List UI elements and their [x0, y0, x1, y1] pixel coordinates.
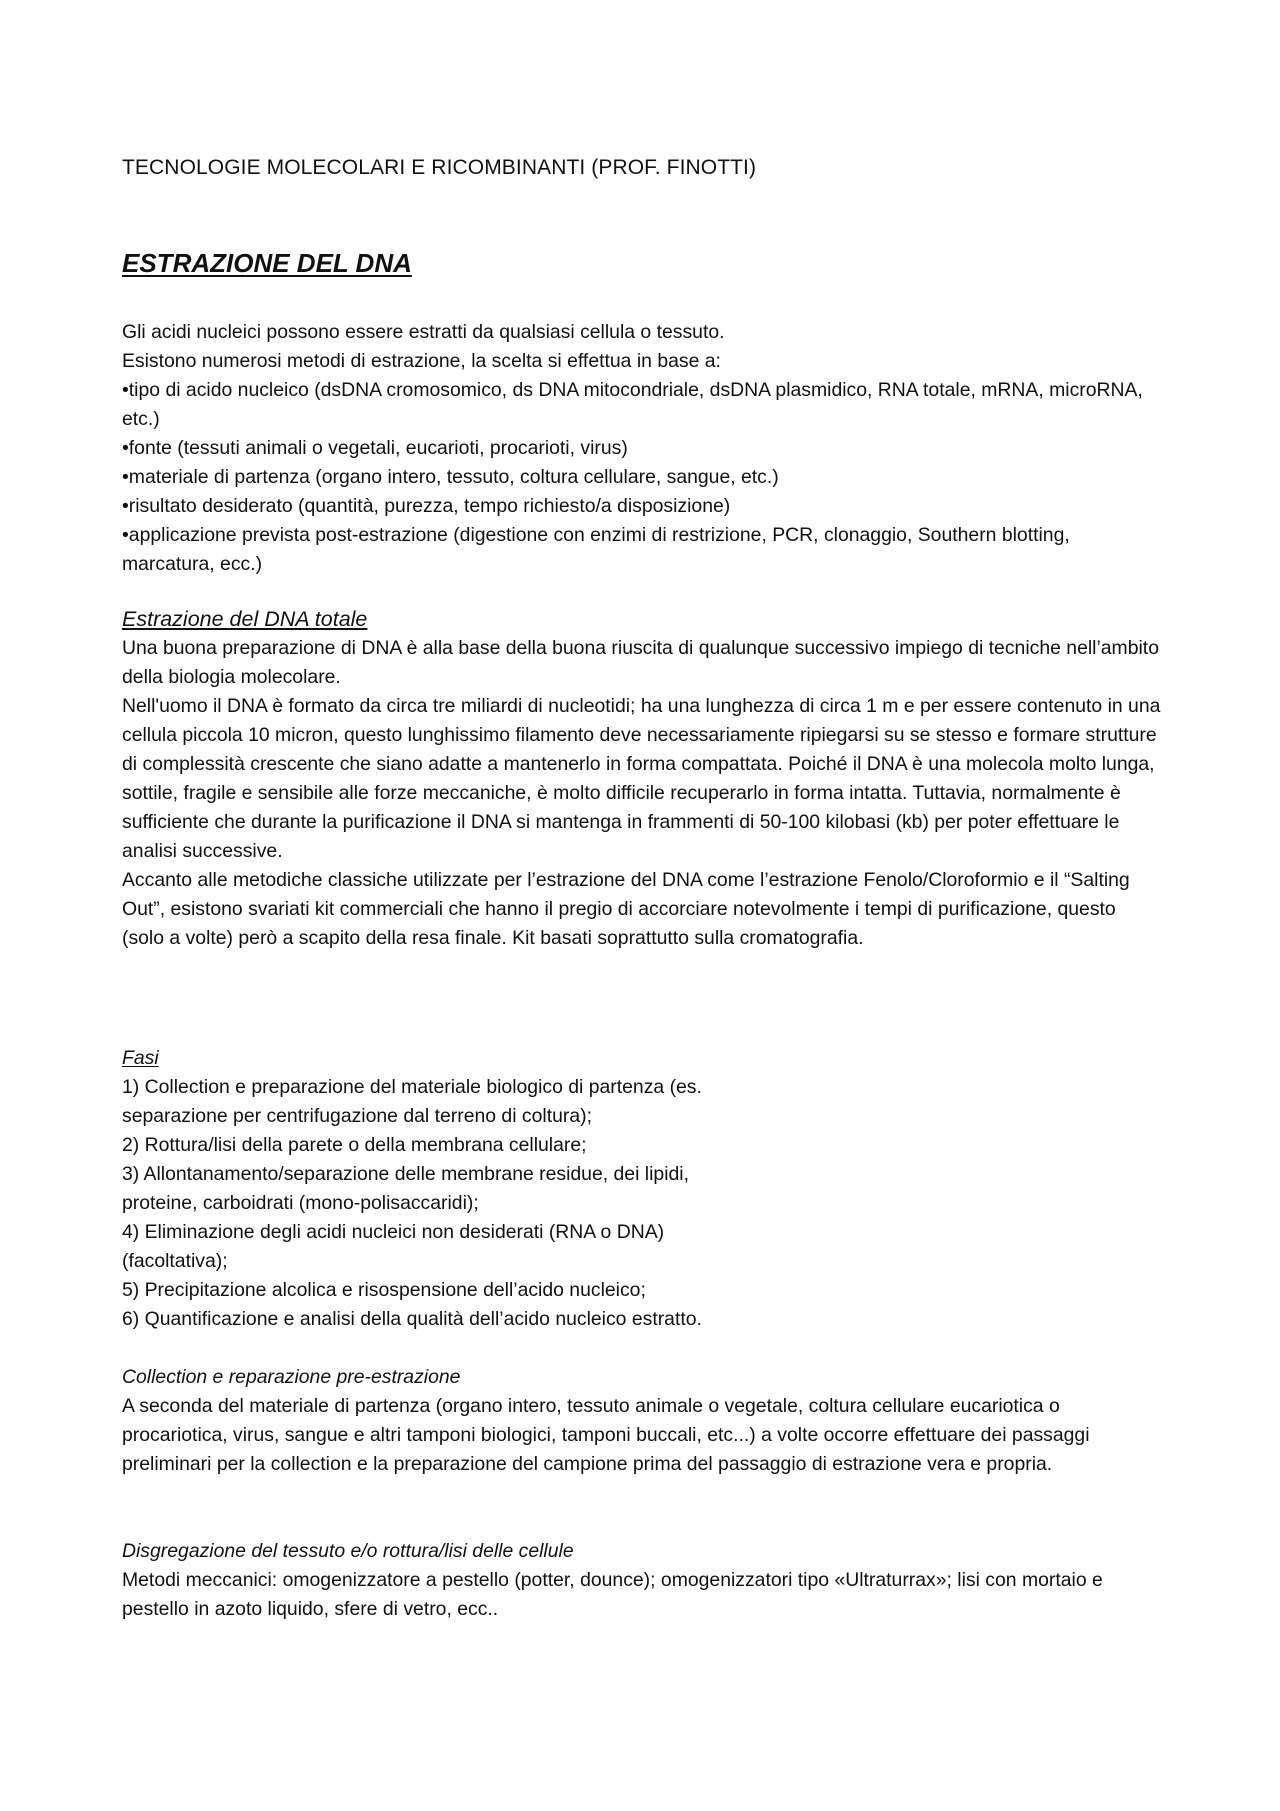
- phase-line: 6) Quantificazione e analisi della qualità dell’acido nucleico estratto.: [122, 1308, 702, 1330]
- intro-line-2: Esistono numerosi metodi di estrazione, la scelta si effettua in base a:: [122, 350, 721, 372]
- paragraph: Accanto alle metodiche classiche utilizzate per l’estrazione del DNA come l’estrazione Fenolo/Cloroformio e il “Salting Out”, esistono svariati kit commerciali che hanno il pregio di accorciare notevolmente i tempi di purificazione, questo (solo a volte) però a scapito della resa finale. Kit basati soprattutto sulla cromatografia.: [122, 869, 1130, 949]
- section-lisi: [122, 1537, 1162, 1624]
- phase-line: (facoltativa);: [122, 1250, 228, 1272]
- section-heading: Disgregazione del tessuto e/o rottura/lisi delle cellule: [122, 1540, 574, 1562]
- paragraph: Metodi meccanici: omogenizzatore a pestello (potter, dounce); omogenizzatori tipo «Ultraturrax»; lisi con mortaio e pestello in azoto liquido, sfere di vetro, ecc..: [122, 1569, 1103, 1620]
- phase-line: separazione per centrifugazione dal terreno di coltura);: [122, 1105, 592, 1127]
- phase-line: 5) Precipitazione alcolica e risospensione dell’acido nucleico;: [122, 1279, 646, 1301]
- bullet-item: •fonte (tessuti animali o vegetali, eucarioti, procarioti, virus): [122, 437, 628, 459]
- paragraph: Una buona preparazione di DNA è alla base della buona riuscita di qualunque successivo impiego di tecniche nell’ambito della biologia molecolare.: [122, 637, 1159, 688]
- section-heading: Estrazione del DNA totale: [122, 607, 368, 631]
- section-heading: Fasi: [122, 1047, 159, 1069]
- bullet-item: •risultato desiderato (quantità, purezza, tempo richiesto/a disposizione): [122, 495, 731, 517]
- intro-line-1: Gli acidi nucleici possono essere estratti da qualsiasi cellula o tessuto.: [122, 321, 725, 343]
- phase-line: proteine, carboidrati (mono-polisaccaridi);: [122, 1192, 479, 1214]
- course-header: TECNOLOGIE MOLECOLARI E RICOMBINANTI (PROF. FINOTTI): [122, 156, 757, 179]
- intro-section: [122, 318, 1162, 579]
- paragraph: A seconda del materiale di partenza (organo intero, tessuto animale o vegetale, coltura cellulare eucariotica o procariotica, virus, sangue e altri tamponi biologici, tamponi buccali, etc...) a volte occorre effettuare dei passaggi preliminari per la collection e la preparazione del campione prima del passaggio di estrazione vera e propria.: [122, 1395, 1090, 1475]
- phase-line: 3) Allontanamento/separazione delle membrane residue, dei lipidi,: [122, 1163, 689, 1185]
- bullet-item: •materiale di partenza (organo intero, tessuto, coltura cellulare, sangue, etc.): [122, 466, 779, 488]
- phase-line: 4) Eliminazione degli acidi nucleici non desiderati (RNA o DNA): [122, 1221, 665, 1243]
- section-fasi: [122, 1044, 1162, 1334]
- bullet-item: •applicazione prevista post-estrazione (digestione con enzimi di restrizione, PCR, clonaggio, Southern blotting, marcatura, ecc.): [122, 524, 1070, 575]
- section-collection: [122, 1363, 1162, 1479]
- section-heading: Collection e reparazione pre-estrazione: [122, 1366, 461, 1388]
- paragraph: Nell'uomo il DNA è formato da circa tre miliardi di nucleotidi; ha una lunghezza di circa 1 m e per essere contenuto in una cellula piccola 10 micron, questo lunghissimo filamento deve necessariamente ripiegarsi su se stesso e formare strutture di complessità crescente che siano adatte a mantenerlo in forma compattata. Poiché il DNA è una molecola molto lunga, sottile, fragile e sensibile alle forze meccaniche, è molto difficile recuperarlo in forma intatta. Tuttavia, normalmente è sufficiente che durante la purificazione il DNA si mantenga in frammenti di 50-100 kilobasi (kb) per poter effettuare le analisi successive.: [122, 695, 1161, 862]
- phase-line: 2) Rottura/lisi della parete o della membrana cellulare;: [122, 1134, 587, 1156]
- bullet-item: •tipo di acido nucleico (dsDNA cromosomico, ds DNA mitocondriale, dsDNA plasmidico, RNA totale, mRNA, microRNA, etc.): [122, 379, 1143, 430]
- section-total-dna: [122, 605, 1162, 953]
- phase-line: 1) Collection e preparazione del materiale biologico di partenza (es.: [122, 1076, 702, 1098]
- page-title: ESTRAZIONE DEL DNA: [122, 248, 412, 278]
